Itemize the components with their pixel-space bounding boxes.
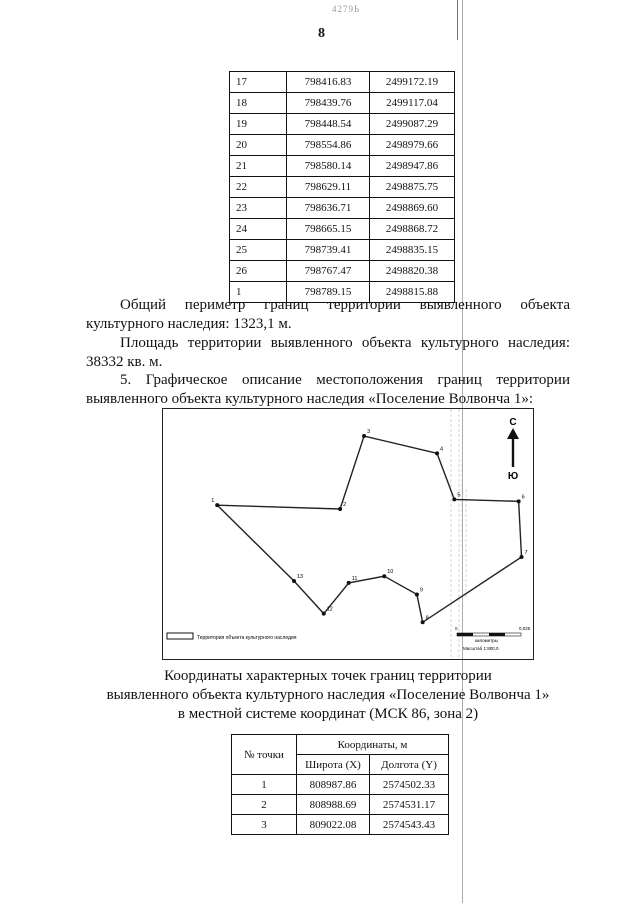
point-number-cell: 20 [230, 135, 287, 156]
y-coordinate-cell: 2499172.19 [370, 72, 455, 93]
legend-label: Территория объекта культурного наследия [197, 635, 297, 641]
x-coordinate-cell: 798789.15 [287, 282, 370, 303]
point-number-cell: 2 [232, 795, 297, 815]
scan-line [457, 0, 458, 40]
x-coordinate-cell: 798554.86 [287, 135, 370, 156]
perimeter-line-2: культурного наследия: 1323,1 м. [86, 316, 292, 332]
boundary-point-label: 3 [367, 429, 371, 436]
table-row [232, 815, 449, 835]
caption-line-1: Координаты характерных точек границ территории [164, 668, 492, 684]
boundary-point-label: 13 [297, 574, 304, 580]
south-label: Ю [507, 471, 519, 482]
boundary-point-marker [520, 555, 524, 559]
x-coordinate-cell: 808987.86 [297, 775, 370, 795]
area-line-2: 38332 кв. м. [86, 354, 163, 370]
header-point-number: № точки [232, 735, 297, 775]
map-grid [451, 409, 466, 659]
table-row [230, 135, 455, 156]
y-coordinate-cell: 2498979.66 [370, 135, 455, 156]
coordinates-table [231, 734, 449, 835]
header-longitude: Долгота (Y) [370, 755, 449, 775]
scale-ratio: Масштаб 1:800,0 [463, 646, 499, 651]
boundary-point-label: 12 [326, 606, 333, 613]
boundary-point-marker [362, 434, 366, 438]
y-coordinate-cell: 2574531.17 [370, 795, 449, 815]
table-row [230, 114, 455, 135]
scale-end: 0,025 [519, 626, 531, 631]
boundary-point-marker [421, 620, 425, 624]
boundary-point-label: 4 [440, 446, 444, 453]
map-legend [167, 633, 297, 641]
point-number-cell: 23 [230, 198, 287, 219]
x-coordinate-cell: 798767.47 [287, 261, 370, 282]
boundary-point-marker [322, 612, 326, 616]
table-row [230, 240, 455, 261]
perimeter-line-1: Общий периметр границ территории выявленного объекта [120, 297, 570, 313]
boundary-point-marker [338, 507, 342, 511]
page-number: 8 [318, 26, 325, 41]
y-coordinate-cell: 2498875.75 [370, 177, 455, 198]
boundary-point-label: 10 [387, 569, 394, 576]
boundary-point-label: 8 [425, 615, 429, 622]
description-paragraph [86, 371, 570, 409]
table-row [232, 775, 449, 795]
table-row [230, 198, 455, 219]
north-arrow-icon [507, 417, 519, 482]
point-number-cell: 25 [230, 240, 287, 261]
y-coordinate-cell: 2498947.86 [370, 156, 455, 177]
header-coordinates: Координаты, м [297, 735, 449, 755]
y-coordinate-cell: 2498868.72 [370, 219, 455, 240]
scale-unit: километры [475, 638, 498, 643]
caption-line-3: в местной системе координат (МСК 86, зона 2) [177, 706, 479, 722]
boundary-point-label: 11 [351, 575, 358, 582]
boundary-points [211, 429, 527, 624]
area-line-1: Площадь территории выявленного объекта культурного наследия: [120, 335, 570, 351]
coordinates-table-continued [229, 71, 455, 303]
boundary-point-label: 6 [521, 494, 525, 501]
point-number-cell: 19 [230, 114, 287, 135]
point-number-cell: 17 [230, 72, 287, 93]
archive-stamp: 4279Ь [332, 4, 361, 14]
y-coordinate-cell: 2498869.60 [370, 198, 455, 219]
x-coordinate-cell: 798629.11 [287, 177, 370, 198]
perimeter-paragraph [86, 296, 570, 334]
table-row [230, 219, 455, 240]
x-coordinate-cell: 798636.71 [287, 198, 370, 219]
boundary-point-label: 5 [457, 492, 461, 499]
description-line-2: выявленного объекта культурного наследия «Поселение Волвонча 1»: [86, 391, 533, 407]
y-coordinate-cell: 2498815.88 [370, 282, 455, 303]
x-coordinate-cell: 798439.76 [287, 93, 370, 114]
point-number-cell: 1 [230, 282, 287, 303]
boundary-point-label: 1 [211, 498, 215, 505]
boundary-point-marker [517, 499, 521, 503]
caption-line-2: выявленного объекта культурного наследия «Поселение Волвонча 1» [106, 687, 550, 703]
x-coordinate-cell: 809022.08 [297, 815, 370, 835]
boundary-map [162, 408, 534, 660]
boundary-point-marker [215, 503, 219, 507]
boundary-point-marker [415, 592, 419, 596]
table-row [232, 795, 449, 815]
table-row [230, 72, 455, 93]
boundary-point-label: 2 [343, 502, 347, 508]
boundary-point-label: 7 [524, 550, 528, 556]
scale-bar [455, 626, 531, 651]
x-coordinate-cell: 798448.54 [287, 114, 370, 135]
y-coordinate-cell: 2574543.43 [370, 815, 449, 835]
y-coordinate-cell: 2499117.04 [370, 93, 455, 114]
x-coordinate-cell: 798665.15 [287, 219, 370, 240]
boundary-point-marker [292, 579, 296, 583]
territory-boundary [217, 436, 521, 622]
x-coordinate-cell: 798416.83 [287, 72, 370, 93]
point-number-cell: 18 [230, 93, 287, 114]
boundary-point-marker [435, 451, 439, 455]
boundary-point-marker [452, 497, 456, 501]
y-coordinate-cell: 2574502.33 [370, 775, 449, 795]
point-number-cell: 26 [230, 261, 287, 282]
point-number-cell: 21 [230, 156, 287, 177]
boundary-point-label: 9 [419, 587, 423, 594]
area-paragraph [86, 334, 570, 372]
x-coordinate-cell: 808988.69 [297, 795, 370, 815]
y-coordinate-cell: 2499087.29 [370, 114, 455, 135]
header-latitude: Широта (X) [297, 755, 370, 775]
table-row [230, 177, 455, 198]
point-number-cell: 3 [232, 815, 297, 835]
y-coordinate-cell: 2498835.15 [370, 240, 455, 261]
boundary-point-marker [347, 581, 351, 585]
description-line-1: 5. Графическое описание местоположения границ территории [120, 372, 570, 388]
table-row [230, 93, 455, 114]
scale-start: 0 [455, 626, 458, 631]
boundary-point-marker [382, 574, 386, 578]
north-label: С [509, 417, 517, 428]
y-coordinate-cell: 2498820.38 [370, 261, 455, 282]
point-number-cell: 24 [230, 219, 287, 240]
table-row [230, 156, 455, 177]
point-number-cell: 1 [232, 775, 297, 795]
x-coordinate-cell: 798739.41 [287, 240, 370, 261]
point-number-cell: 22 [230, 177, 287, 198]
x-coordinate-cell: 798580.14 [287, 156, 370, 177]
table-row [230, 261, 455, 282]
